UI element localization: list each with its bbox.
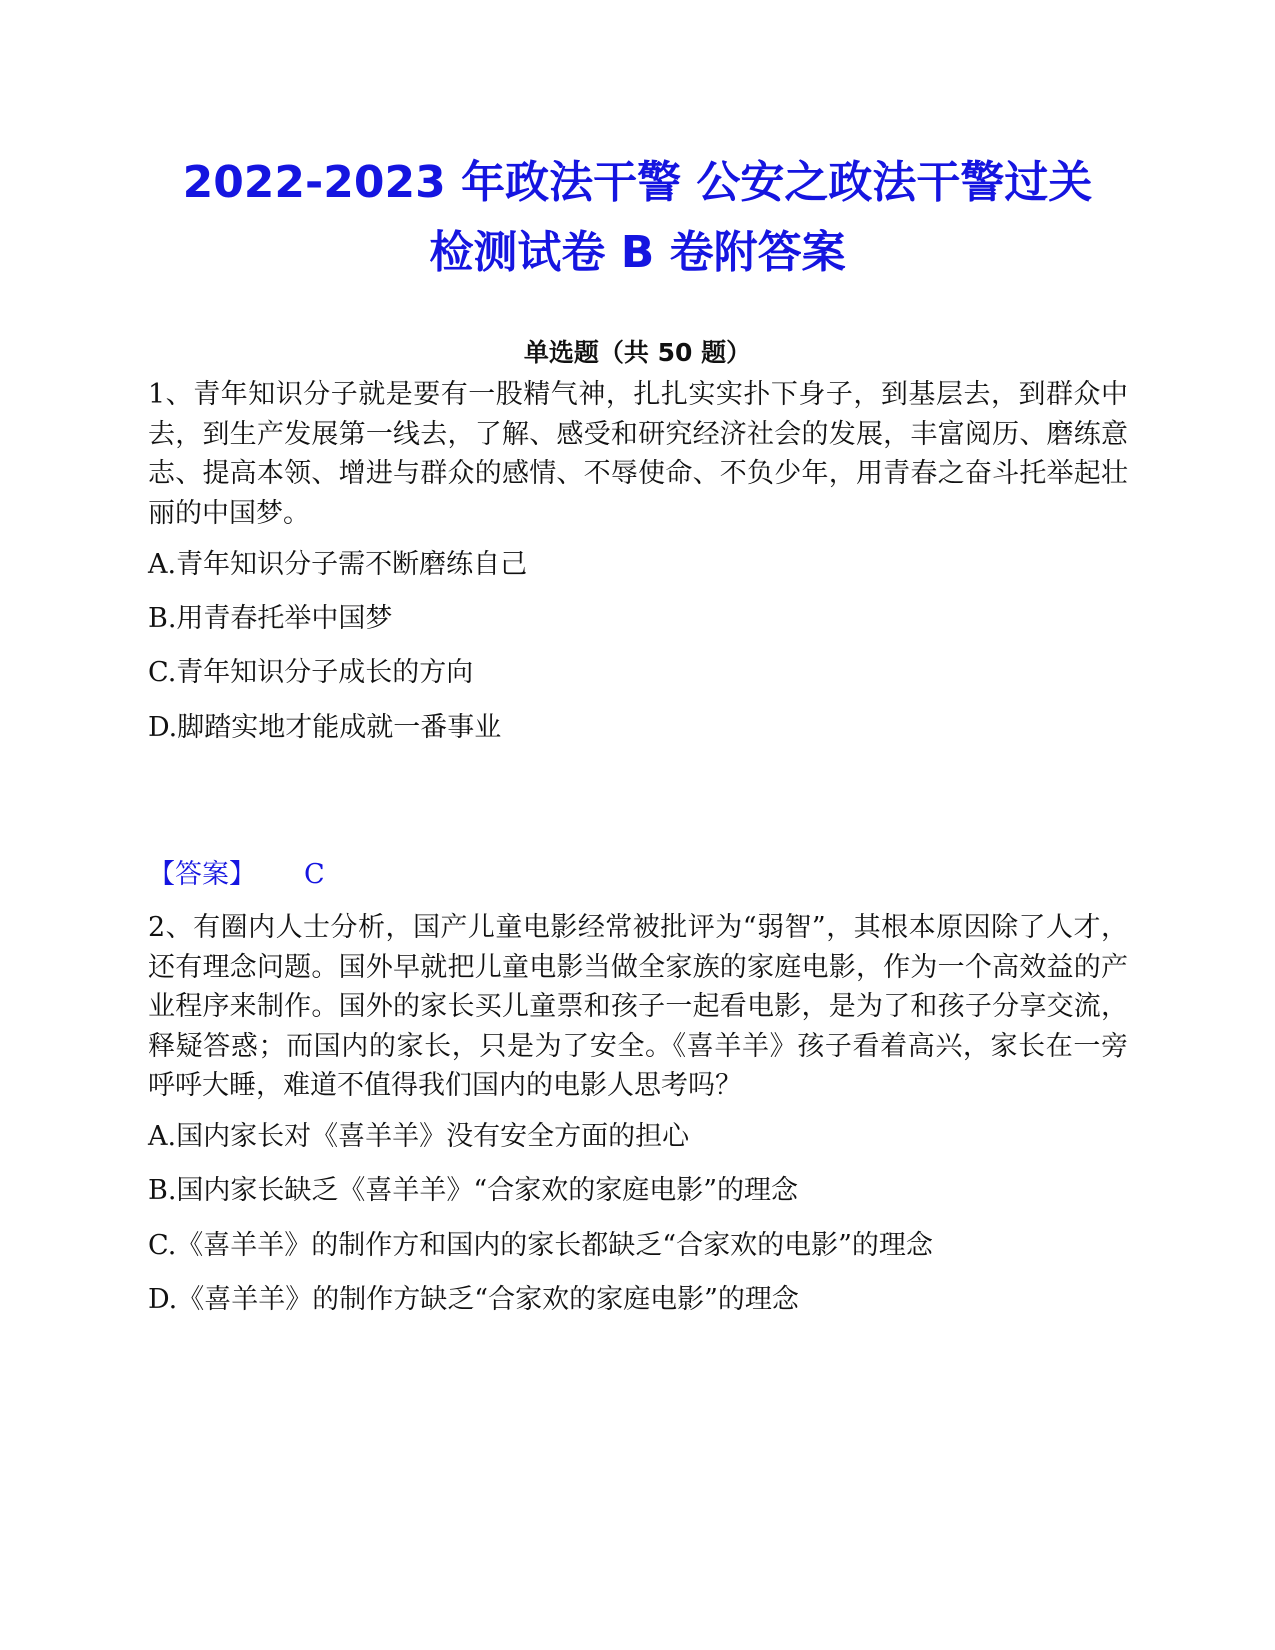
question-1-stem: 1、青年知识分子就是要有一股精气神，扎扎实实扑下身子，到基层去，到群众中去，到生产发展第一线去，了解、感受和研究经济社会的发展，丰富阅历、磨练意志、提高本领、增进与群众的感情、不辱使命、不负少年，用青春之奋斗托举起壮丽的中国梦。 [148,379,1128,529]
question-2-option-d: D.《喜羊羊》的制作方缺乏“合家欢的家庭电影”的理念 [148,1284,799,1315]
question-2-option-c: C.《喜羊羊》的制作方和国内的家长都缺乏“合家欢的电影”的理念 [148,1230,933,1261]
answer-value: C [304,859,325,890]
question-1-option-c: C.青年知识分子成长的方向 [148,657,474,688]
document-title-line-1: 2022-2023 年政法干警 公安之政法干警过关 [182,157,1093,208]
document-title-line-2: 检测试卷 B 卷附答案 [429,227,846,278]
question-2-stem: 2、有圈内人士分析，国产儿童电影经常被批评为“弱智”，其根本原因除了人才，还有理念问题。国外早就把儿童电影当做全家族的家庭电影，作为一个高效益的产业程序来制作。国外的家长买儿童票和孩子一起看电影，是为了和孩子分享交流，释疑答惑；而国内的家长，只是为了安全。《喜羊羊》孩子看着高兴，家长在一旁呼呼大睡，难道不值得我们国内的电影人思考吗？ [148,912,1128,1101]
question-1-option-b: B.用青春托举中国梦 [148,603,393,634]
question-2-option-a: A.国内家长对《喜羊羊》没有安全方面的担心 [148,1121,690,1152]
question-1-option-a: A.青年知识分子需不断磨练自己 [148,549,528,580]
answer-label: 【答案】 [148,859,256,890]
question-1-answer [148,857,325,893]
section-heading: 单选题（共 50 题） [523,338,752,367]
question-2-option-b: B.国内家长缺乏《喜羊羊》“合家欢的家庭电影”的理念 [148,1175,799,1206]
question-1-option-d: D.脚踏实地才能成就一番事业 [148,712,502,743]
